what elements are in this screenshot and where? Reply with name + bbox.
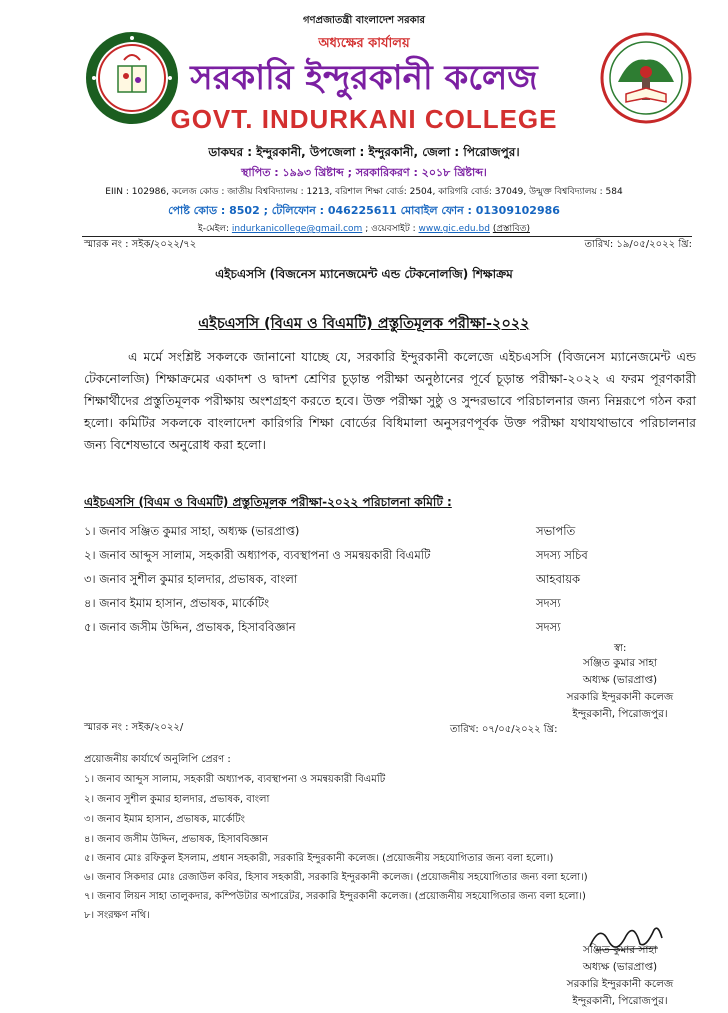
office-line: অধ্যক্ষের কার্যালয় (318, 36, 410, 51)
email-label: ই-মেইল: (198, 224, 230, 234)
member-name: ৫। জনাব জসীম উদ্দিন, প্রভাষক, হিসাববিজ্ঞান (84, 620, 296, 634)
contact-numbers: পোষ্ট কোড : 8502 ; টেলিফোন : 046225611 মোবাইল ফোন : 01309102986 (168, 204, 560, 217)
memo-reference: স্মারক নং : সইক/২০২২/ (84, 722, 184, 733)
copy-recipient: ১। জনাব আব্দুস সালাম, সহকারী অধ্যাপক, ব্যবস্থাপনা ও সমন্বয়কারী বিএমটি (84, 774, 386, 785)
signatory-place: ইন্দুরকানী, পিরোজপুর। (572, 995, 668, 1007)
copy-recipient: ৬। জনাব সিকদার মোঃ রেজাউল কবির, হিসাব সহকারী, সরকারি ইন্দুরকানী কলেজ। (প্রয়োজনীয় সহযোগিতার জন্য বলা হলো।) (84, 872, 588, 883)
government-line: গণপ্রজাতন্ত্রী বাংলাদেশ সরকার (303, 15, 425, 26)
copy-recipient: ৫। জনাব মোঃ রফিকুল ইসলাম, প্রধান সহকারী, সরকারি ইন্দুরকানী কলেজ। (প্রয়োজনীয় সহযোগিতার জন্য বলা হলো।) (84, 853, 554, 864)
subject-heading: এইচএসসি (বিএম ও বিএমটি) প্রস্তুতিমূলক পরীক্ষা-২০২২ (198, 316, 530, 332)
signatory-name: সঞ্জিত কুমার সাহা (582, 944, 657, 956)
memo-date: তারিখ: ০৭/০৫/২০২২ খ্রি: (450, 724, 558, 735)
member-role: সদস্য সচিব (536, 548, 588, 562)
signed-label: স্বা: (614, 643, 627, 654)
signatory-name: সঞ্জিত কুমার সাহা (582, 657, 657, 669)
website-proposed-note: (প্রস্তাবিত) (492, 224, 530, 234)
copy-recipient: ৪। জনাব জসীম উদ্দিন, প্রভাষক, হিসাববিজ্ঞান (84, 834, 269, 845)
email-web-line (0, 221, 728, 236)
college-name-bengali: সরকারি ইন্দুরকানী কলেজ (190, 58, 538, 98)
signatory-title: অধ্যক্ষ (ভারপ্রাপ্ত) (582, 674, 658, 686)
website-link[interactable]: www.gic.edu.bd (418, 224, 490, 234)
signatory-organization: সরকারি ইন্দুরকানী কলেজ (566, 978, 674, 990)
member-name: ২। জনাব আব্দুস সালাম, সহকারী অধ্যাপক, ব্যবস্থাপনা ও সমন্বয়কারী বিএমটি (84, 548, 431, 562)
copy-recipient: ৩। জনাব ইমাম হাসান, প্রভাষক, মার্কেটিং (84, 814, 245, 825)
signatory-place: ইন্দুরকানী, পিরোজপুর। (572, 708, 668, 720)
committee-member (84, 619, 644, 639)
copy-intro: প্রয়োজনীয় কার্যার্থে অনুলিপি প্রেরণ : (84, 754, 231, 765)
institution-codes: EIIN : 102986, কলেজ কোড : জাতীয় বিশ্ববিদ্যালয় : 1213, বরিশাল শিক্ষা বোর্ড: 2504, কারিগরি বোর্ড: 37049, উন্মুক্ত বিশ্ববিদ্যালয় : 584 (105, 187, 623, 197)
email-link[interactable]: indurkanicollege@gmail.com (231, 224, 363, 234)
program-title: এইচএসসি (বিজনেস ম্যানেজমেন্ট এন্ড টেকনোলজি) শিক্ষাক্রম (215, 267, 513, 281)
website-label: ; ওয়েবসাইট : (365, 224, 416, 234)
committee-heading: এইচএসসি (বিএম ও বিএমটি) প্রস্তুতিমূলক পরীক্ষা-২০২২ পরিচালনা কমিটি : (84, 495, 452, 509)
established-line: স্থাপিত : ১৯৯৩ খ্রিষ্টাব্দ ; সরকারিকরণ : ২০১৮ খ্রিষ্টাব্দ। (241, 166, 487, 179)
college-name-english: GOVT. INDURKANI COLLEGE (170, 104, 558, 134)
committee-member (84, 595, 644, 615)
copy-recipient: ৮। সংরক্ষণ নথি। (84, 910, 150, 921)
member-role: সভাপতি (536, 524, 576, 538)
member-name: ৪। জনাব ইমাম হাসান, প্রভাষক, মার্কেটিং (84, 596, 270, 610)
member-role: সদস্য (536, 596, 561, 610)
signatory-organization: সরকারি ইন্দুরকানী কলেজ (566, 691, 674, 703)
memo-date: তারিখ: ১৯/০৫/২০২২ খ্রি: (584, 239, 692, 250)
committee-member (84, 547, 644, 567)
address-line: ডাকঘর : ইন্দুরকানী, উপজেলা : ইন্দুরকানী, জেলা : পিরোজপুর। (208, 145, 520, 159)
member-name: ৩। জনাব সুশীল কুমার হালদার, প্রভাষক, বাংলা (84, 572, 298, 586)
copy-recipient: ২। জনাব সুশীল কুমার হালদার, প্রভাষক, বাংলা (84, 794, 270, 805)
committee-member (84, 571, 644, 591)
memo-reference: স্মারক নং : সইক/২০২২/৭২ (84, 239, 197, 250)
signature-block (540, 655, 700, 723)
body-paragraph: এ মর্মে সংশ্লিষ্ট সকলকে জানানো যাচ্ছে যে, সরকারি ইন্দুরকানী কলেজে এইচএসসি (বিজনেস ম্যানেজমেন্ট এন্ড টেকনোলজি) শিক্ষাক্রমের একাদশ ও দ্বাদশ শ্রেণির চূড়ান্ত পরীক্ষা অনুষ্ঠানের পূর্বে চূড়ান্ত পরীক্ষা-২০২২ এ ফরম পূরণকারী শিক্ষার্থীদের প্রস্তুতিমূলক পরীক্ষায় অংশগ্রহণ করতে হবে। উক্ত পরীক্ষা সুষ্ঠু ও সুন্দরভাবে পরিচালনার জন্য নিম্নরূপে গঠন করা হলো। কমিটির সকলকে বাংলাদেশ কারিগরি শিক্ষা বোর্ডের বিধিমালা অনুসরণপূর্বক উক্ত পরীক্ষা যথাযথাভাবে পরিচালনার জন্য বিশেষভাবে অনুরোধ করা হলো। (84, 349, 696, 452)
copy-recipient: ৭। জনাব লিয়ন সাহা তালুকদার, কম্পিউটার অপারেটর, সরকারি ইন্দুরকানী কলেজ। (প্রয়োজনীয় সহযোগিতার জন্য বলা হলো।) (84, 891, 586, 902)
member-role: আহবায়ক (536, 572, 581, 586)
signatory-title: অধ্যক্ষ (ভারপ্রাপ্ত) (582, 961, 658, 973)
member-name: ১। জনাব সঞ্জিত কুমার সাহা, অধ্যক্ষ (ভারপ্রাপ্ত) (84, 524, 300, 538)
committee-member (84, 523, 644, 543)
signature-block (540, 942, 700, 1010)
member-role: সদস্য (536, 620, 561, 634)
